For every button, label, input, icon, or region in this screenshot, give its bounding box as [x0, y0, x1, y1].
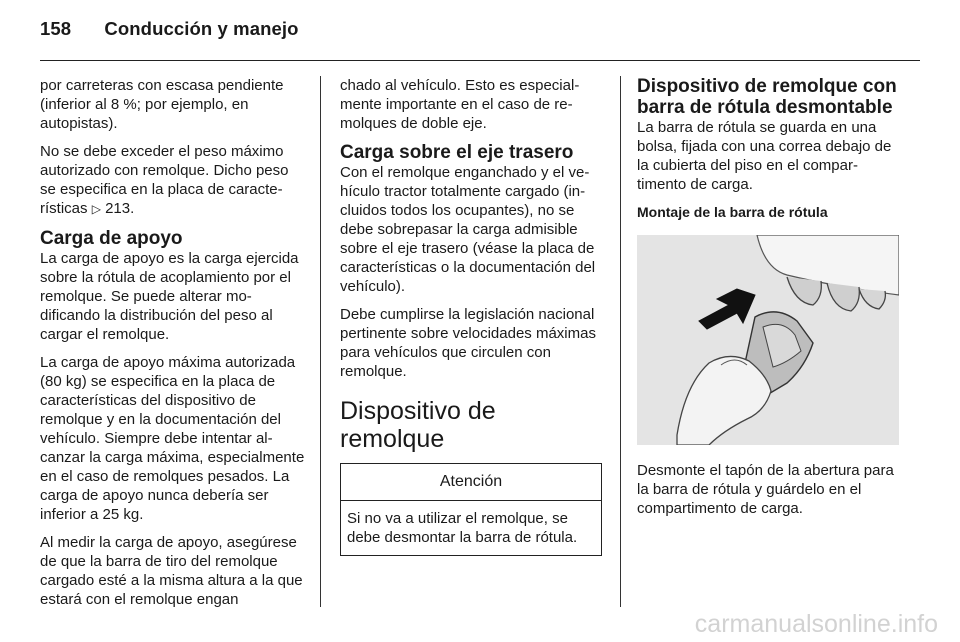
page-header [40, 18, 299, 40]
page-reference[interactable]: 213. [105, 200, 135, 217]
column-divider [320, 76, 321, 607]
paragraph: por carreteras con escasa pendiente (inferior al 8 %; por ejemplo, en autopistas). [40, 77, 284, 132]
column-3 [637, 76, 901, 527]
page-number: 158 [40, 18, 72, 39]
column-divider [620, 76, 621, 607]
warning-title: Atención [341, 464, 601, 501]
paragraph-text: No se debe exceder el peso máximo autorizado con remolque. Dicho peso se especifica en la placa de características [40, 143, 289, 217]
tow-bar-illustration [637, 235, 899, 445]
paragraph: La barra de rótula se guarda en una bolsa, fijada con una correa debajo de la cubierta del piso en el compartimento de carga. [637, 119, 892, 193]
warning-text: Si no va a utilizar el remolque, se debe desmontar la barra de rótula. [347, 510, 578, 546]
column-2 [340, 76, 602, 556]
paragraph: Con el remolque enganchado y el vehículo tractor totalmente cargado (incluidos todos los ocupantes), no se debe sobrepasar la carga admisible sobre el eje trasero (véase la placa de características o la documentación del vehículo). [340, 164, 596, 295]
paragraph: La carga de apoyo es la carga ejercida sobre la rótula de acoplamiento por el remolque. Se puede alterar modificando la distribución del peso al cargar el remolque. [40, 250, 299, 343]
warning-box [340, 463, 602, 556]
header-rule [40, 60, 920, 61]
paragraph: Al medir la carga de apoyo, asegúrese de que la barra de tiro del remolque cargado esté a la misma altura a la que estará con el remolque engan [40, 534, 303, 608]
paragraph: La carga de apoyo máxima autorizada (80 kg) se especifica en la placa de características del dispositivo de remolque y en la documentación del vehículo. Siempre debe intentar alcanzar la carga máxima, especialmente en el caso de remolques pesados. La carga de apoyo nunca debería ser inferior a 25 kg. [40, 354, 305, 523]
column-1 [40, 76, 305, 618]
figure-caption-heading: Montaje de la barra de rótula [637, 204, 828, 220]
paragraph: Debe cumplirse la legislación nacional pertinente sobre velocidades máximas para vehículos que circulen con remolque. [340, 306, 596, 380]
section-heading-barra-rotula: Dispositivo de remolque con barra de rótula desmontable [637, 76, 897, 118]
section-heading-dispositivo: Dispositivo de remolque [340, 397, 496, 453]
page-title: Conducción y manejo [104, 18, 299, 39]
arrow-reference-icon: ▷ [91, 202, 101, 216]
section-heading-carga-apoyo: Carga de apoyo [40, 228, 183, 249]
paragraph: Desmonte el tapón de la abertura para la barra de rótula y guárdelo en el compartimento de carga. [637, 462, 894, 517]
paragraph-weight [40, 142, 305, 219]
paragraph: chado al vehículo. Esto es especialmente importante en el caso de remolques de doble eje. [340, 77, 580, 132]
section-heading-carga-eje: Carga sobre el eje trasero [340, 142, 574, 163]
watermark: carmanualsonline.info [694, 610, 938, 638]
